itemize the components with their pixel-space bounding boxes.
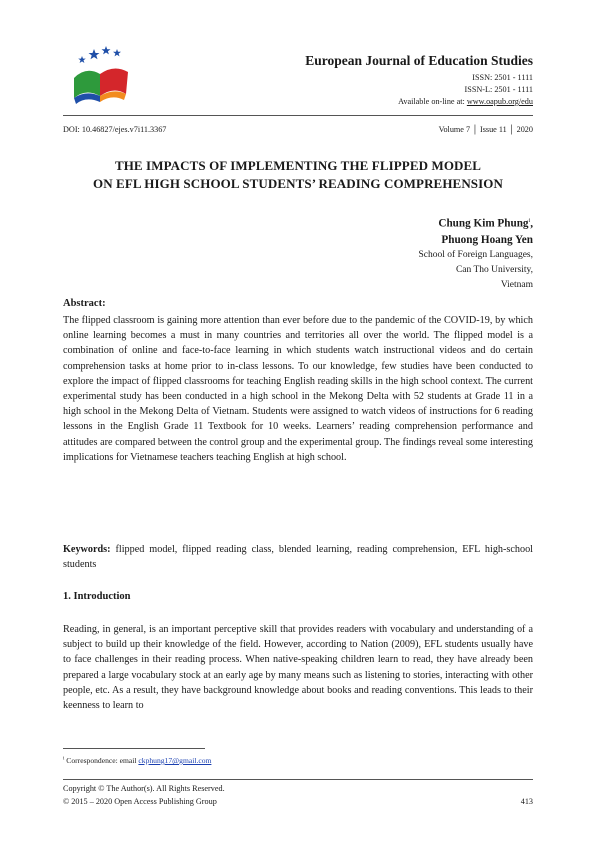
- doi: DOI: 10.46827/ejes.v7i11.3367: [63, 125, 167, 134]
- copyright-line-1: Copyright © The Author(s). All Rights Reserved.: [63, 784, 225, 793]
- footnote-divider: [63, 748, 205, 749]
- issn: ISSN: 2501 - 1111: [472, 73, 533, 82]
- journal-title: European Journal of Education Studies: [305, 53, 533, 68]
- keywords-label: Keywords:: [63, 544, 111, 555]
- affiliation-line-3: Vietnam: [500, 279, 533, 290]
- journal-url-link[interactable]: www.oapub.org/edu: [466, 97, 533, 106]
- journal-logo: [64, 44, 134, 106]
- author-1-name: Chung Kim Phung: [438, 217, 529, 230]
- abstract-heading: Abstract:: [63, 298, 106, 309]
- affiliation-line-2: Can Tho University,: [455, 264, 533, 275]
- title-line-2: ON EFL HIGH SCHOOL STUDENTS’ READING COMPREHENSION: [93, 176, 503, 191]
- author-block: [418, 213, 533, 293]
- author-2: Phuong Hoang Yen: [441, 233, 533, 246]
- affiliation-line-1: School of Foreign Languages,: [418, 249, 533, 260]
- correspondence-email-link[interactable]: ckphung17@gmail.com: [138, 756, 212, 765]
- copyright-line-2: © 2015 – 2020 Open Access Publishing Group: [63, 797, 217, 806]
- keywords: [63, 542, 533, 572]
- author-1: [418, 213, 533, 232]
- abstract-text: The flipped classroom is gaining more attention than ever before due to the pandemic of the COVID-19, by which online learning becomes a must in many countries and territories all over the world. The flipped model is a combination of online and face-to-face learning in which students watch instructional videos and do certain comprehension tasks at home prior to in-class lessons. To our knowledge, few studies have been conducted to explore the impact of flipped classrooms for teaching English reading skills in the high school context. The current experimental study has been conducted in a high school in the Mekong Delta with 52 students at Grade 11 in a high school in the Mekong Delta of Vietnam. Students were assigned to watch videos of instructions for 6 reading lessons in the English Grade 11 Textbook for 10 weeks. Learners’ reading comprehension performance and attitudes are compared between the control group and the experimental group. The findings reveal some interesting implications for Vietnamese teachers teaching English at high school.: [63, 315, 533, 463]
- page-number: 413: [520, 797, 533, 806]
- header-divider: [63, 115, 533, 116]
- available-prefix: Available on-line at:: [398, 97, 467, 106]
- author-1-footnote-mark[interactable]: i: [528, 218, 531, 224]
- footer-divider: [63, 779, 533, 780]
- issn-l: ISSN-L: 2501 - 1111: [464, 85, 533, 94]
- keywords-text: flipped model, flipped reading class, blended learning, reading comprehension, EFL high-school students: [63, 544, 533, 571]
- intro-text: Reading, in general, is an important perceptive skill that provides readers with vocabulary and understanding of a subject to build up their knowledge of the field. However, according to Nation (2009), EFL students usually have to face challenges in their reading process. When native-speaking children learn to read, they have already been prepared a large vocabulary stock at an early age by many means such as listening to stories, interacting with other people, etc. As a result, they have background knowledge about books and reading conventions. This leads to their keenness to learn to: [63, 624, 533, 712]
- available-online: [398, 97, 533, 106]
- volume-issue: Volume 7 │ Issue 11 │ 2020: [438, 125, 533, 134]
- intro-heading: 1. Introduction: [63, 591, 131, 602]
- footnote-mark: i: [63, 756, 65, 762]
- footnote: [63, 756, 211, 765]
- footnote-prefix: Correspondence: email: [64, 756, 139, 765]
- paper-title: [63, 157, 533, 193]
- open-book-stars-icon: [64, 44, 134, 106]
- title-line-1: THE IMPACTS OF IMPLEMENTING THE FLIPPED MODEL: [114, 158, 482, 173]
- author-separator: ,: [530, 217, 533, 230]
